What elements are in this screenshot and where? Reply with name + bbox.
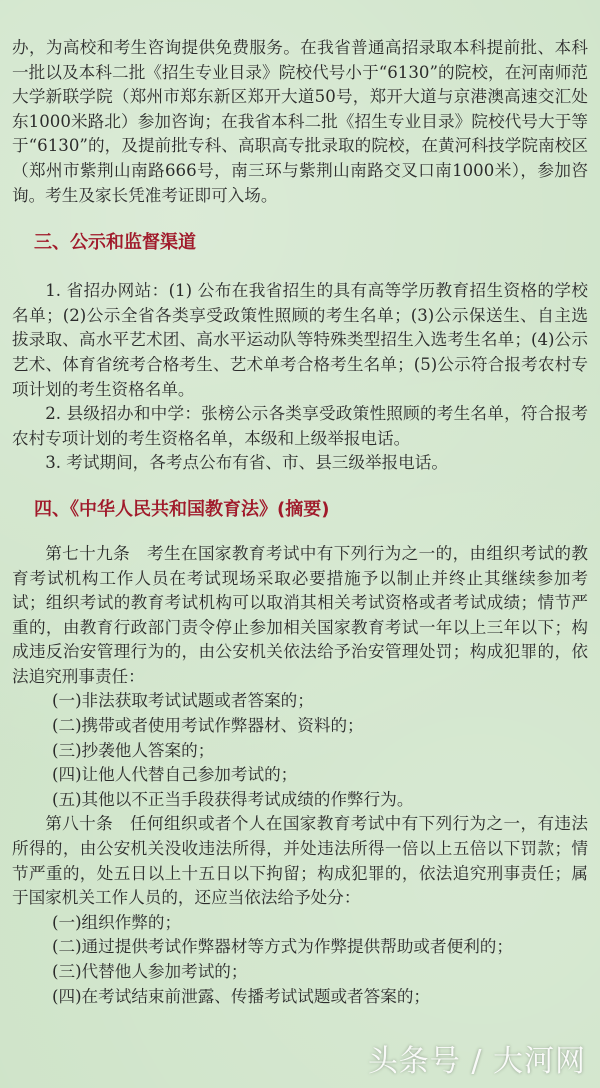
article-80: 第八十条 任何组织或者个人在国家教育考试中有下列行为之一，有违法所得的，由公安机关没收违法所得，并处违法所得一倍以上五倍以下罚款；情节严重的，处五日以上十五日以下拘留；构成犯罪的，依法追究刑事责任；属于国家机关工作人员的，还应当依法给予处分： — [12, 814, 588, 908]
article-79-item: (五)其他以不正当手段获得考试成绩的作弊行为。 — [52, 789, 414, 809]
article-79-item: (二)携带或者使用考试作弊器材、资料的； — [52, 716, 364, 736]
article-79: 第七十九条 考生在国家教育考试中有下列行为之一的，由组织考试的教育考试机构工作人员在考试现场采取必要措施予以制止并终止其继续参加考试；组织考试的教育考试机构可以取消其相关考试资格或者考试成绩；情节严重的，由教育行政部门责令停止参加相关国家教育考试一年以上三年以下；构成违反治安管理行为的，由公安机关依法给予治安管理处罚；构成犯罪的，依法追究刑事责任： — [12, 543, 588, 686]
section-heading-4: 四、《中华人民共和国教育法》(摘要) — [34, 498, 330, 520]
intro-paragraph: 办，为高校和考生咨询提供免费服务。在我省普通高招录取本科提前批、本科一批以及本科二批《招生专业目录》院校代号小于“6130”的院校，在河南师范大学新联学院（郑州市郑东新区郑开大道50号，郑开大道与京港澳高速交汇处东1000米路北）参加咨询；在我省本科二批《招生专业目录》院校代号大于等于“6130”的，及提前批专科、高职高专批录取的院校，在黄河科技学院南校区（郑州市紫荆山南路666号，南三环与紫荆山南路交叉口南1000米），参加咨询。考生及家长凭准考证即可入场。 — [12, 38, 588, 205]
section3-paragraph-2: 2. 县级招办和中学：张榜公示各类享受政策性照顾的考生名单，符合报考农村专项计划的考生资格名单，本级和上级举报电话。 — [12, 404, 588, 448]
section3-paragraph-1: 1. 省招办网站：(1) 公布在我省招生的具有高等学历教育招生资格的学校名单；(2)公示全省各类享受政策性照顾的考生名单；(3)公示保送生、自主选拔录取、高水平艺术团、高水平运动队等特殊类型招生入选考生名单；(4)公示艺术、体育省统考合格考生、艺术单考合格考生名单；(5)公示符合报考农村专项计划的考生资格名单。 — [12, 281, 588, 399]
section3-paragraph-3: 3. 考试期间，各考点公布有省、市、县三级举报电话。 — [45, 453, 448, 473]
article-79-item: (三)抄袭他人答案的； — [52, 740, 215, 760]
article-80-item: (三)代替他人参加考试的； — [52, 962, 248, 981]
article-80-item: (四)在考试结束前泄露、传播考试试题或者答案的； — [52, 986, 431, 1006]
document-page — [12, 0, 588, 1009]
watermark: 头条号 / 大河网 — [367, 1044, 586, 1079]
article-79-item: (四)让他人代替自己参加考试的； — [52, 765, 298, 785]
article-79-item: (一)非法获取考试试题或者答案的； — [52, 691, 314, 711]
article-80-item: (一)组织作弊的； — [52, 912, 182, 932]
section-heading-3: 三、公示和监督渠道 — [34, 232, 196, 254]
article-80-item: (二)通过提供考试作弊器材等方式为作弊提供帮助或者便利的； — [52, 937, 513, 957]
